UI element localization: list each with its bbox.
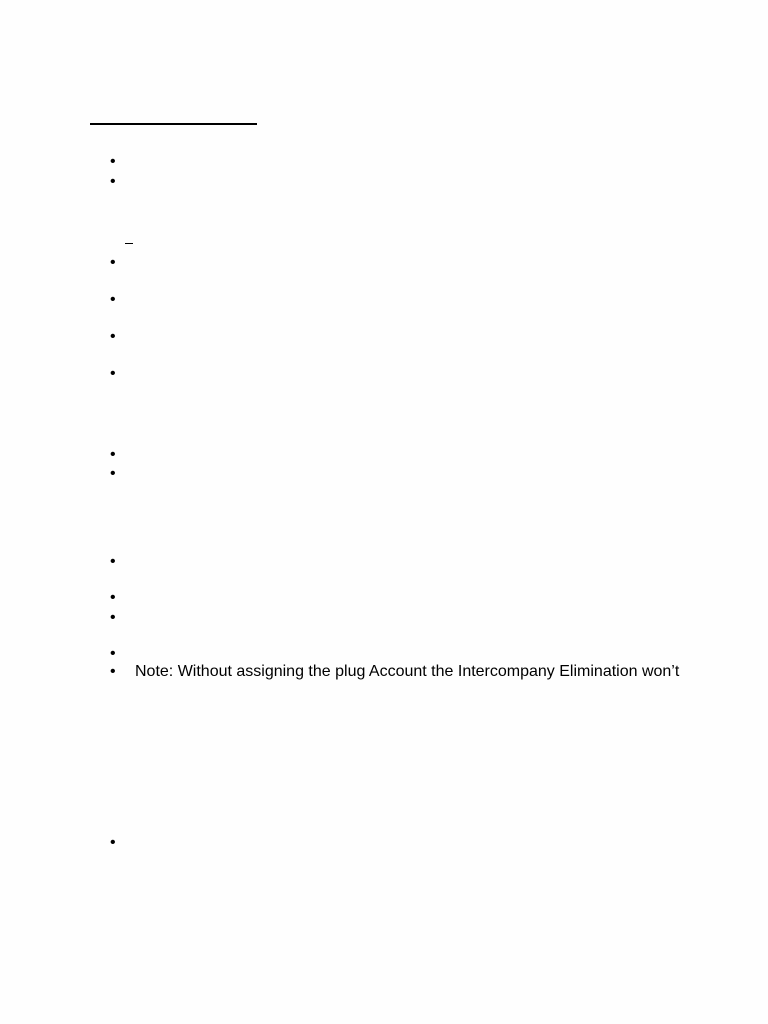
list-item <box>110 290 135 310</box>
list-item <box>110 608 135 628</box>
bullet-icon: • <box>110 328 116 345</box>
list-item <box>110 152 135 172</box>
list-item <box>110 464 135 484</box>
list-item <box>110 644 135 664</box>
heading-underline <box>90 123 257 125</box>
list-item <box>110 662 679 682</box>
bullet-icon: • <box>110 365 116 382</box>
note-text: Note: Without assigning the plug Account the Intercompany Elimination won’t <box>135 663 680 680</box>
bullet-icon: • <box>110 291 116 308</box>
bullet-icon: • <box>110 553 116 570</box>
list-item <box>110 364 135 384</box>
bullet-icon: • <box>110 153 116 170</box>
list-item <box>110 552 135 572</box>
bullet-icon: • <box>110 446 116 463</box>
list-item <box>110 833 135 853</box>
bullet-icon: • <box>110 589 116 606</box>
bullet-icon: • <box>110 173 116 190</box>
list-item <box>110 253 135 273</box>
bullet-icon: • <box>110 254 116 271</box>
list-item <box>110 588 135 608</box>
bullet-icon: • <box>110 663 116 680</box>
bullet-icon: • <box>110 609 116 626</box>
list-item <box>110 445 135 465</box>
bullet-icon: • <box>110 465 116 482</box>
dash-mark <box>125 243 133 244</box>
bullet-icon: • <box>110 834 116 851</box>
list-item <box>110 172 135 192</box>
list-item <box>110 327 135 347</box>
bullet-icon: • <box>110 645 116 662</box>
